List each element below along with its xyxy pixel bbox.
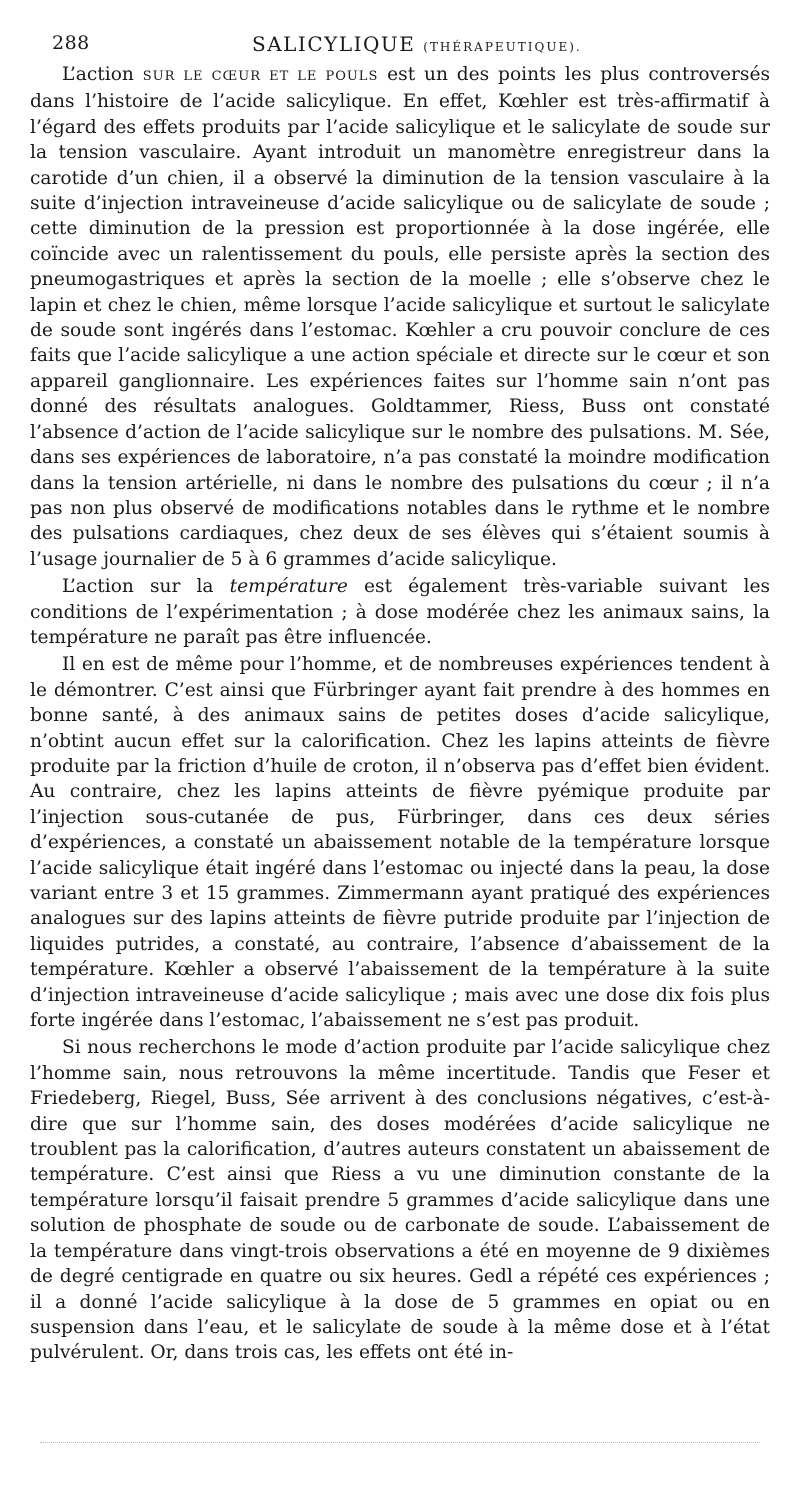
document-page — [30, 28, 770, 1366]
paragraph-heart-pulse — [30, 62, 770, 572]
paragraph-body: est également très-variable suivant les conditions de l’expérimentation ; à dose modérée chez les animaux sains, la température ne paraît pas être influencée. — [30, 576, 770, 648]
running-title-main: SALICYLIQUE — [252, 32, 416, 56]
paragraph-healthy-subject — [30, 1035, 770, 1365]
paragraph-human-experiments — [30, 652, 770, 1033]
italic-term: température — [229, 576, 348, 598]
smallcaps-heading: SUR LE CŒUR ET LE POULS — [142, 69, 379, 84]
paragraph-body: Si nous recherchons le mode d’action produite par l’acide salicylique chez l’homme sain, nous retrouvons la même incertitude. Tandis que Feser et Friedeberg, Riegel, Buss, Sée arrivent à des conclusions négatives, c’est-à-dire que sur l’homme sain, des doses modérées d’acide salicylique ne troublent pas la calorification, d’autres auteurs constatent un abaissement de température. C’est ainsi que Riess a vu une diminution constante de la température lorsqu’il faisait prendre 5 grammes d’acide salicylique dans une solution de phosphate de soude ou de carbonate de soude. L’abaissement de la température dans vingt-trois observations a été en moyenne de 9 dixièmes de degré centigrade en quatre ou six heures. Gedl a répété ces expériences ; il a donné l’acide salicylique à la dose de 5 grammes en opiat ou en suspension dans l’eau, et le salicylate de soude à la même dose et à l’état pulvérulent. Or, dans trois cas, les effets ont été in- — [30, 1037, 770, 1364]
running-title — [252, 32, 582, 56]
running-title-subtitle: (THÉRAPEUTIQUE). — [423, 40, 582, 54]
paragraph-body: est un des points les plus controversés dans l’histoire de l’acide salicylique. En effet, Kœhler est très-affirmatif à l’égard des effets produits par l’acide salicylique et le salicylate de soude sur la tension vasculaire. Ayant introduit un manomètre enregistreur dans la carotide d’un chien, il a observé la diminution de la tension vasculaire à la suite d’injection intraveineuse d’acide salicylique ou de salicylate de soude ; cette diminution de la pression est proportionnée à la dose ingérée, elle coïncide avec un ralentissement du pouls, elle persiste après la section des pneumogastriques et après la section de la moelle ; elle s’observe chez le lapin et chez le chien, même lorsque l’acide salicylique et surtout le salicylate de soude sont ingérés dans l’estomac. Kœhler a cru pouvoir conclure de ces faits que l’acide salicylique a une action spéciale et directe sur le cœur et son appareil ganglionnaire. Les expériences faites sur l’homme sain n’ont pas donné des résultats analogues. Goldtammer, Riess, Buss ont constaté l’absence d’action de l’acide salicylique sur le nombre des pulsations. M. Sée, dans ses expériences de laboratoire, n’a pas constaté la moindre modification dans la tension artérielle, ni dans le nombre des pulsations du cœur ; il n’a pas non plus observé de modifications notables dans le rythme et le nombre des pulsations cardiaques, chez deux de ses élèves qui s’étaient soumis à l’usage journalier de 5 à 6 grammes d’acide salicylique. — [30, 64, 771, 570]
page-number: 288 — [52, 32, 90, 54]
paragraph-lead: L’action sur la — [62, 576, 230, 598]
paragraph-temperature — [30, 574, 770, 650]
paragraph-lead: L’action — [62, 64, 143, 85]
paragraph-body: Il en est de même pour l’homme, et de nombreuses expériences tendent à le démontrer. C’est ainsi que Fürbringer ayant fait prendre à des hommes en bonne santé, à des animaux sains de petites doses d’acide salicylique, n’obtint aucun effet sur la calorification. Chez les lapins atteints de fièvre produite par la friction d’huile de croton, il n’observa pas d’effet bien évident. Au contraire, chez les lapins atteints de fièvre pyémique produite par l’injection sous-cutanée de pus, Fürbringer, dans ces deux séries d’expériences, a constaté un abaissement notable de la température lorsque l’acide salicylique était ingéré dans l’estomac ou injecté dans la peau, la dose variant entre 3 et 15 grammes. Zimmermann ayant pratiqué des expériences analogues sur des lapins atteints de fièvre putride produite par l’injection de liquides putrides, a constaté, au contraire, l’absence d’abaissement de la température. Kœhler a observé l’abaissement de la température à la suite d’injection intraveineuse d’acide salicylique ; mais avec une dose dix fois plus forte ingérée dans l’estomac, l’abaissement ne s’est pas produit. — [30, 654, 770, 1032]
page-bottom-rule — [40, 1442, 760, 1443]
running-head — [30, 28, 770, 62]
